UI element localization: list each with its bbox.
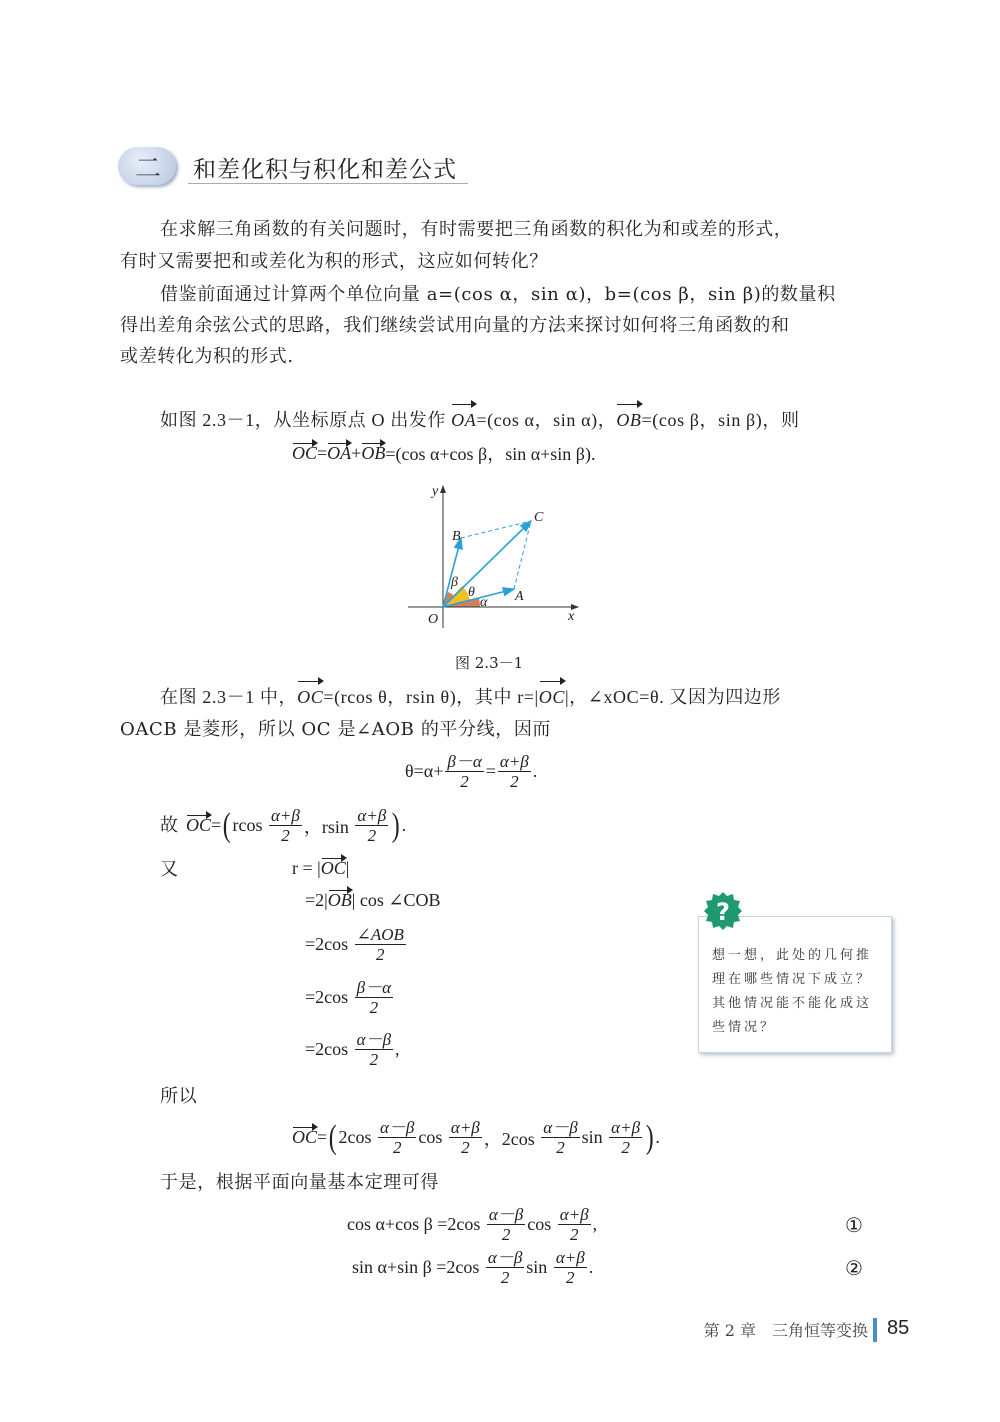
math-text: | cos ∠COB [351, 890, 441, 910]
text: =(rcos θ，rsin θ)，其中 r=| [323, 687, 539, 707]
paragraph-line: OACB 是菱形，所以 OC 是∠AOB 的平分线，因而 [120, 719, 552, 740]
fraction [378, 1118, 416, 1157]
math-text: cos α+cos β =2cos [347, 1214, 485, 1234]
fraction [554, 1248, 587, 1287]
page-number: 85 [887, 1317, 910, 1339]
label-b: B [452, 529, 461, 544]
big-paren: ( [222, 806, 231, 844]
math-text: ，rsin [303, 816, 354, 837]
big-paren: ) [391, 806, 400, 844]
numerator: α－β [356, 1030, 392, 1049]
math-text: | [345, 858, 350, 878]
math-text: cos [418, 1127, 447, 1147]
big-paren: ( [328, 1118, 337, 1156]
numerator: α+β [555, 1248, 585, 1267]
numerator: ∠AOB [356, 925, 404, 944]
equation-1 [347, 1205, 597, 1244]
figure-vector-diagram [400, 478, 590, 630]
fraction [486, 1248, 524, 1287]
math-text: = [317, 442, 328, 463]
figure-caption: 图 2.3－1 [455, 654, 524, 672]
equation-theta [405, 752, 537, 791]
fraction [355, 806, 388, 845]
vector-ob: OB [327, 890, 352, 910]
paragraph-line: 于是，根据平面向量基本定理可得 [160, 1172, 439, 1193]
denominator: 2 [460, 772, 469, 791]
denominator: 2 [376, 945, 385, 964]
footer-chapter: 第 2 章 三角恒等变换 [703, 1321, 868, 1340]
dashed-ac [514, 521, 531, 589]
fraction [355, 978, 393, 1017]
math-text: ，2cos [483, 1128, 540, 1149]
denominator: 2 [369, 1050, 379, 1069]
fraction [355, 1030, 393, 1069]
question-icon [703, 891, 743, 931]
equation-r5 [305, 1030, 400, 1069]
numerator: α+β [559, 1205, 589, 1224]
text: 在图 2.3－1 中， [160, 687, 298, 707]
denominator: 2 [500, 1268, 510, 1287]
figure-intro-line [160, 404, 800, 436]
math-text: =(cos α+cos β，sin α+sin β). [385, 444, 596, 464]
numerator: α+β [450, 1118, 480, 1137]
label-y: y [432, 484, 439, 499]
text: |，∠xOC=θ. 又因为四边形 [564, 687, 782, 707]
label-alpha: α [480, 595, 488, 610]
denominator: 2 [461, 1138, 470, 1157]
text: 如图 2.3－1，从坐标原点 O 出发作 [160, 410, 452, 430]
denominator: 2 [281, 826, 290, 845]
vector-oc: OC [186, 815, 212, 835]
fraction [609, 1118, 642, 1157]
math-text: cos [527, 1214, 556, 1234]
fraction [558, 1205, 591, 1244]
vector-ob: OB [361, 442, 386, 463]
denominator: 2 [367, 826, 377, 845]
vector-oc: OC [292, 442, 318, 463]
equation-r4 [305, 978, 395, 1017]
equation-2 [352, 1248, 593, 1287]
tip-text: 想一想，此处的几何推理在哪些情况下成立？其他情况能不能化成这些情况？ [712, 948, 873, 1035]
math-text: = [485, 761, 496, 781]
paragraph-line: 有时又需要把和或差化为积的形式，这应如何转化？ [120, 251, 548, 272]
numerator: α+β [611, 1118, 641, 1137]
numerator: α－β [487, 1248, 523, 1267]
label-x: x [568, 609, 575, 624]
vector-oa: OA [451, 404, 476, 436]
numerator: α+β [499, 752, 529, 771]
label-suoyi: 所以 [160, 1086, 198, 1107]
equation-oc-polar [186, 806, 406, 845]
equation-oc-sum [292, 440, 595, 466]
paragraph-line: 得出差角余弦公式的思路，我们继续尝试用向量的方法来探讨如何将三角函数的和 [120, 315, 790, 336]
denominator: 2 [392, 1138, 402, 1157]
paragraph-line: 或差转化为积的形式. [120, 346, 294, 367]
label-o: O [428, 612, 439, 627]
math-text: =2cos [305, 1039, 353, 1059]
math-text: , [592, 1214, 598, 1234]
math-text: + [351, 442, 362, 463]
fraction [498, 752, 531, 791]
label-gu: 故 [160, 815, 179, 836]
equation-number-2: ② [845, 1256, 863, 1280]
denominator: 2 [369, 998, 379, 1017]
math-text: . [532, 761, 538, 781]
numerator: α+β [271, 806, 300, 825]
fraction [541, 1118, 579, 1157]
fraction [355, 925, 406, 964]
vector-oc: OC [292, 1127, 318, 1147]
vector-ob: OB [616, 404, 641, 436]
math-text: rcos [232, 815, 267, 835]
paragraph-line [160, 681, 781, 713]
equation-number-1: ① [845, 1213, 863, 1237]
numerator: α－β [380, 1118, 415, 1137]
text: =(cos β，sin β)，则 [641, 410, 800, 430]
fraction [487, 1205, 525, 1244]
heading-underline [188, 183, 468, 184]
math-text: θ=α+ [405, 761, 444, 781]
math-text: =2cos [305, 987, 353, 1007]
vector-oa: OA [327, 442, 352, 463]
label-theta: θ [468, 585, 475, 600]
math-text: = [211, 815, 222, 835]
vector-oc: OC [320, 858, 346, 878]
footer-divider [873, 1318, 877, 1342]
section-title: 和差化积与积化和差公式 [193, 157, 457, 183]
denominator: 2 [556, 1138, 565, 1157]
denominator: 2 [510, 772, 519, 791]
math-text: . [401, 815, 407, 835]
equation-r2 [305, 890, 440, 911]
math-text: =2cos [305, 934, 353, 954]
math-text: sin [526, 1257, 552, 1277]
fraction [445, 752, 483, 791]
numerator: α－β [488, 1205, 524, 1224]
math-text: = [317, 1127, 328, 1147]
numerator: β－α [447, 752, 482, 771]
svg-text:?: ? [716, 898, 730, 926]
equation-r1 [292, 858, 349, 879]
section-number: 二 [135, 154, 162, 184]
denominator: 2 [569, 1225, 579, 1244]
math-text: sin [581, 1127, 608, 1147]
math-text: , [395, 1039, 400, 1059]
label-beta: β [451, 575, 458, 590]
paragraph-line: 在求解三角函数的有关问题时，有时需要把三角函数的积化为和或差的形式， [160, 219, 793, 240]
equation-oc-final [292, 1118, 660, 1157]
numerator: α+β [357, 806, 387, 825]
math-text: sin α+sin β =2cos [352, 1257, 484, 1277]
paragraph-line: 借鉴前面通过计算两个单位向量 a=(cos α，sin α)，b=(cos β，sin β)的数量积 [160, 284, 836, 305]
numerator: β－α [356, 978, 392, 997]
vector-oc: OC [297, 681, 323, 713]
label-a: A [515, 589, 524, 604]
text: =(cos α，sin α)， [476, 410, 617, 430]
math-text: =2| [305, 890, 328, 910]
numerator: α－β [543, 1118, 578, 1137]
math-text: . [588, 1257, 594, 1277]
math-text: 2cos [338, 1127, 376, 1147]
fraction [269, 806, 302, 845]
denominator: 2 [621, 1138, 630, 1157]
denominator: 2 [501, 1225, 511, 1244]
vector-oc: OC [539, 681, 565, 713]
dashed-bc [461, 521, 531, 538]
fraction [449, 1118, 482, 1157]
label-you: 又 [160, 859, 179, 880]
denominator: 2 [566, 1268, 575, 1287]
big-paren: ) [645, 1118, 654, 1156]
math-text: r = | [292, 858, 321, 878]
label-c: C [534, 510, 544, 525]
math-text: . [655, 1127, 660, 1147]
equation-r3 [305, 925, 408, 964]
